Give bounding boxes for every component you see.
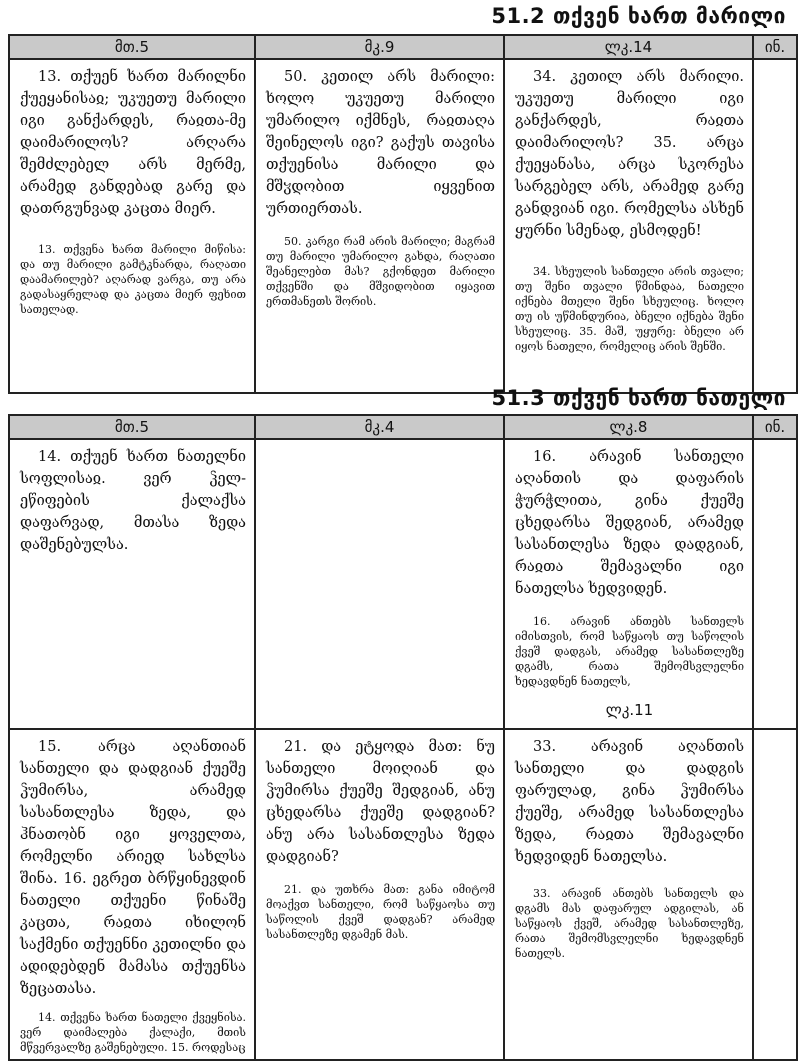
gospel-cell: [9, 59, 255, 393]
gospel-cell-empty: [753, 729, 797, 1060]
modern-georgian-verse: 50. კარგი რამ არის მარილი; მაგრამ თუ მარილი უმარილო გახდა, რაღათი შეანელებთ მას? გქონდეთ მარილი თქვენში და მშვიდობით იყავით ერთმანეთს შორის.: [266, 235, 495, 308]
synopsis-table: [8, 414, 798, 1061]
old-georgian-verse: 21. და ეტყოდა მათ: ნუ სანთელი მოიღიან და ჴუმირსა ქუეშე შედგიან, ანუ ცხედარსა ქუეშე დადგიან? ანუ არა სასანთლესა ზედა დადგიან?: [266, 739, 495, 865]
modern-georgian-verse: 34. სხეულის სანთელი არის თვალი; თუ შენი თვალი წმინდაა, ნათელი იქნება მთელი შენი სხეულიც. ხოლო თუ ის უწმინდურია, ბნელი იქნება შენი სხეულიც. 35. მაშ, უყურე: ბნელი არ იყოს ნათელი, რომელიც არის შენში.: [515, 265, 744, 353]
modern-georgian-verse: 16. არავინ ანთებს სანთელს იმისთვის, რომ საწყაოს თუ საწოლის ქვეშ დადგას, არამედ სასანთლეზე დგამს, რათა შემომსვლელნი ხედავდნენ ნათელს,: [515, 615, 744, 688]
modern-georgian-verse: 13. თქვენა ხართ მარილი მიწისა: და თუ მარილი გამტკნარდა, რაღათი დაამარილებ? აღარად ვარგა, თუ არა გადასაყრელად და კაცთა მიერ ფეხით სათელად.: [20, 243, 246, 316]
old-georgian-verse: 33. არავინ აღანთის სანთელი და დადგის ფარულად, გინა ჴუმირსა ქუეშე, არამედ სასანთლესა ზედა, რაჲთა შემავალნი ხედვიდენ ნათელსა.: [515, 739, 744, 865]
gospel-cell: [255, 59, 504, 393]
gospel-cell: [504, 59, 753, 393]
gospel-cell: [9, 439, 255, 729]
modern-georgian-verse: 33. არავინ ანთებს სანთელს და დგამს მას დაფარულ ადგილას, ან საწყაოს ქვეშ, არამედ სასანთლეზე, რათა შემომსვლელნი ხედავდნენ ნათელს.: [515, 887, 744, 960]
column-header-luke: ლკ.14: [504, 35, 753, 59]
old-georgian-verse: 50. კეთილ არს მარილი: ხოლო უკუეთუ მარილი უმარილო იქმნეს, რაჲთაღა შეინელოს იგი? გაქუს თავისა თქუენისა მარილი და მშჳდობით იყვენით ურთიერთას.: [266, 69, 495, 217]
column-header-matthew: მთ.5: [9, 35, 255, 59]
gospel-cell: [504, 729, 753, 1060]
modern-georgian-verse: 21. და უთხრა მათ: განა იმიტომ მოაქვთ სანთელი, რომ საწყაოსა თუ საწოლის ქვეშ დადგან? არამედ სასანთლეზე დგამენ მას.: [266, 883, 495, 941]
old-georgian-verse: 34. კეთილ არს მარილი. უკუეთუ მარილი იგი განქარდეს, რაჲთა დაიმარილოს? 35. არცა ქუეყანასა, არცა სკორესა სარგებელ არს, არამედ გარე განდვიან იგი. რომელსა ასხენ ყურნი სმენად, ესმოდენ!: [515, 69, 744, 239]
column-header-luke: ლკ.8: [504, 415, 753, 439]
section-title: 51.2 თქვენ ხართ მარილი: [491, 4, 786, 28]
column-header-john: ინ.: [753, 35, 797, 59]
gospel-cell-empty: [753, 439, 797, 729]
synopsis-table: [8, 34, 798, 394]
column-header-mark: მკ.9: [255, 35, 504, 59]
gospel-cell-empty: [255, 439, 504, 729]
old-georgian-verse: 13. თქუენ ხართ მარილნი ქუეყანისაჲ; უკუეთუ მარილი იგი განქარდეს, რაჲთა-მე დაიმარილოს? არღარა შემძლებელ არს მერმე, არამედ განდებად გარე და დათრგუნვად კაცთა მიერ.: [20, 69, 246, 217]
section-title: 51.3 თქვენ ხართ ნათელი: [491, 386, 786, 410]
gospel-cell: [255, 729, 504, 1060]
gospel-cell: [504, 439, 753, 729]
gospel-cell: [9, 729, 255, 1060]
sub-reference-header: ლკ.11: [605, 701, 654, 719]
old-georgian-verse: 16. არავინ სანთელი აღანთის და დაფარის ჭურჭლითა, გინა ქუეშე ცხედარსა შედგიან, არამედ სასანთლესა ზედა დადგიან, რაჲთა შემავალნი იგი ნათელსა ხედვიდენ.: [515, 449, 744, 597]
old-georgian-verse: 14. თქუენ ხართ ნათელნი სოფლისაჲ. ვერ ჴელ-ეწიფების ქალაქსა დაფარვად, მთასა ზედა დაშენებულსა.: [20, 449, 246, 553]
old-georgian-verse: 15. არცა აღანთიან სანთელი და დადგიან ქუეშე ჴუმირსა, არამედ სასანთლესა ზედა, და ჰნათობნ იგი ყოველთა, რომელნი არიედ სახლსა შინა. 16. ეგრეთ ბრწყინევდინ ნათელი თქუენი წინაშე კაცთა, რაჲთა იხილონ საქმენი თქუენნი კეთილნი და ადიდებდენ მამასა თქუენსა ზეცათასა.: [20, 739, 246, 997]
column-header-mark: მკ.4: [255, 415, 504, 439]
column-header-john: ინ.: [753, 415, 797, 439]
column-header-matthew: მთ.5: [9, 415, 255, 439]
modern-georgian-verse: 14. თქვენა ხართ ნათელი ქვეყნისა. ვერ დაიმალება ქალაქი, მთის მწვერვალზე გაშენებული. 15. როდესაც: [20, 1011, 246, 1054]
gospel-cell-empty: [753, 59, 797, 393]
